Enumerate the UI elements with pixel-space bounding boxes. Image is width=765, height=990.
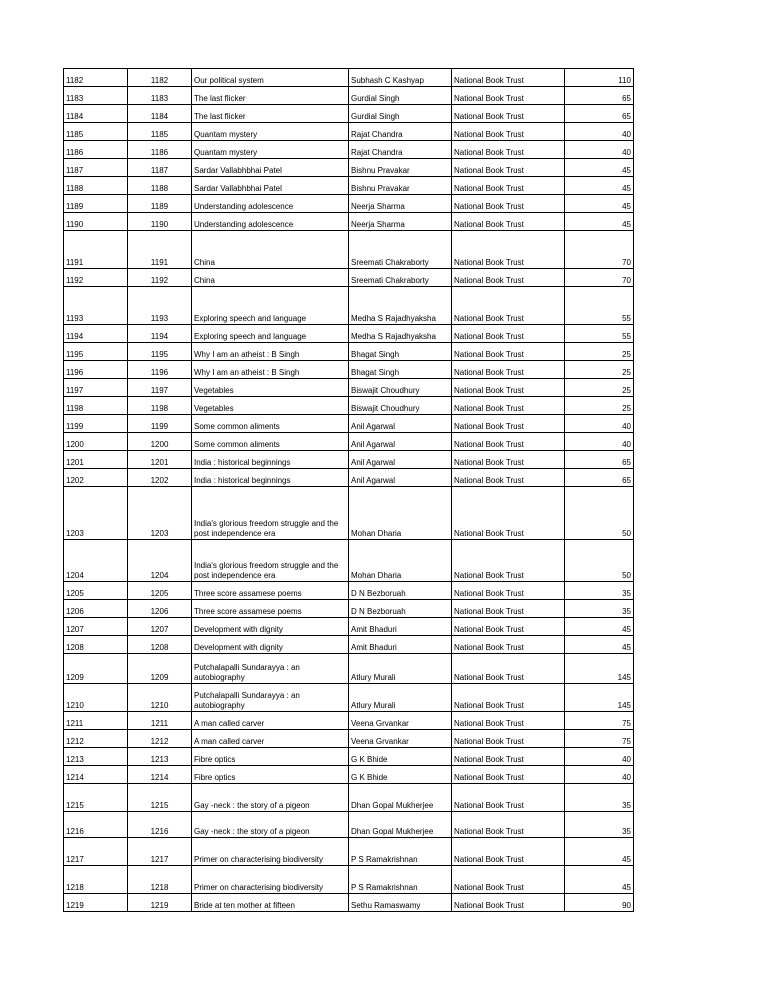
publisher-cell: National Book Trust [452,213,565,231]
author-cell: Sethu Ramaswamy [349,894,452,912]
publisher-cell: National Book Trust [452,361,565,379]
author-cell: Atlury Murali [349,684,452,712]
publisher-cell: National Book Trust [452,87,565,105]
price-cell: 90 [565,894,634,912]
price-cell: 40 [565,141,634,159]
author-cell: Gurdial Singh [349,105,452,123]
author-cell: Dhan Gopal Mukherjee [349,812,452,838]
table-row [64,469,634,487]
price-cell: 35 [565,600,634,618]
accession-number-cell: 1202 [128,469,192,487]
table-row [64,618,634,636]
price-cell: 25 [565,397,634,415]
serial-number-cell: 1202 [64,469,128,487]
table-row [64,812,634,838]
author-cell: Anil Agarwal [349,451,452,469]
serial-number-cell: 1214 [64,766,128,784]
title-cell: Why I am an atheist : B Singh [192,343,349,361]
table-row [64,433,634,451]
publisher-cell: National Book Trust [452,415,565,433]
accession-number-cell: 1200 [128,433,192,451]
accession-number-cell: 1218 [128,866,192,894]
serial-number-cell: 1191 [64,231,128,269]
price-cell: 45 [565,636,634,654]
title-cell: Development with dignity [192,618,349,636]
accession-number-cell: 1194 [128,325,192,343]
publisher-cell: National Book Trust [452,451,565,469]
table-row [64,159,634,177]
accession-number-cell: 1214 [128,766,192,784]
serial-number-cell: 1211 [64,712,128,730]
title-cell: The last flicker [192,87,349,105]
author-cell: Rajat Chandra [349,141,452,159]
author-cell: Neerja Sharma [349,213,452,231]
price-cell: 40 [565,433,634,451]
serial-number-cell: 1183 [64,87,128,105]
price-cell: 40 [565,123,634,141]
serial-number-cell: 1208 [64,636,128,654]
price-cell: 75 [565,730,634,748]
accession-number-cell: 1189 [128,195,192,213]
serial-number-cell: 1204 [64,540,128,582]
publisher-cell: National Book Trust [452,600,565,618]
table-row [64,123,634,141]
title-cell: China [192,231,349,269]
title-cell: Vegetables [192,379,349,397]
accession-number-cell: 1204 [128,540,192,582]
author-cell: P S Ramakrishnan [349,866,452,894]
serial-number-cell: 1188 [64,177,128,195]
author-cell: Gurdial Singh [349,87,452,105]
title-cell: Quantam mystery [192,123,349,141]
title-cell: Sardar Vallabhbhai Patel [192,159,349,177]
serial-number-cell: 1210 [64,684,128,712]
author-cell: Rajat Chandra [349,123,452,141]
publisher-cell: National Book Trust [452,469,565,487]
accession-number-cell: 1183 [128,87,192,105]
publisher-cell: National Book Trust [452,684,565,712]
title-cell: Some common aliments [192,415,349,433]
table-row [64,177,634,195]
serial-number-cell: 1216 [64,812,128,838]
author-cell: Bishnu Pravakar [349,159,452,177]
author-cell: Anil Agarwal [349,469,452,487]
accession-number-cell: 1211 [128,712,192,730]
author-cell: G K Bhide [349,748,452,766]
accession-number-cell: 1187 [128,159,192,177]
publisher-cell: National Book Trust [452,894,565,912]
table-row [64,325,634,343]
accession-number-cell: 1208 [128,636,192,654]
author-cell: Atlury Murali [349,654,452,684]
serial-number-cell: 1196 [64,361,128,379]
publisher-cell: National Book Trust [452,748,565,766]
price-cell: 40 [565,415,634,433]
publisher-cell: National Book Trust [452,379,565,397]
serial-number-cell: 1184 [64,105,128,123]
serial-number-cell: 1219 [64,894,128,912]
publisher-cell: National Book Trust [452,159,565,177]
author-cell: Mohan Dharia [349,487,452,540]
accession-number-cell: 1217 [128,838,192,866]
title-cell: Why I am an atheist : B Singh [192,361,349,379]
table-row [64,540,634,582]
price-cell: 145 [565,684,634,712]
serial-number-cell: 1198 [64,397,128,415]
serial-number-cell: 1205 [64,582,128,600]
price-cell: 25 [565,361,634,379]
author-cell: Neerja Sharma [349,195,452,213]
title-cell: Sardar Vallabhbhai Patel [192,177,349,195]
price-cell: 75 [565,712,634,730]
price-cell: 145 [565,654,634,684]
title-cell: Fibre optics [192,766,349,784]
author-cell: Medha S Rajadhyaksha [349,325,452,343]
author-cell: Medha S Rajadhyaksha [349,287,452,325]
publisher-cell: National Book Trust [452,269,565,287]
accession-number-cell: 1207 [128,618,192,636]
serial-number-cell: 1195 [64,343,128,361]
title-cell: Our political system [192,69,349,87]
price-cell: 55 [565,325,634,343]
accession-number-cell: 1190 [128,213,192,231]
table-row [64,487,634,540]
price-cell: 45 [565,213,634,231]
table-row [64,287,634,325]
accession-number-cell: 1203 [128,487,192,540]
accession-number-cell: 1182 [128,69,192,87]
title-cell: Understanding adolescence [192,195,349,213]
price-cell: 45 [565,866,634,894]
publisher-cell: National Book Trust [452,287,565,325]
publisher-cell: National Book Trust [452,582,565,600]
accession-number-cell: 1184 [128,105,192,123]
accession-number-cell: 1191 [128,231,192,269]
publisher-cell: National Book Trust [452,618,565,636]
serial-number-cell: 1215 [64,784,128,812]
title-cell: Fibre optics [192,748,349,766]
table-row [64,195,634,213]
table-row [64,451,634,469]
publisher-cell: National Book Trust [452,730,565,748]
title-cell: India : historical beginnings [192,451,349,469]
price-cell: 45 [565,195,634,213]
book-register-table [63,68,634,912]
title-cell: The last flicker [192,105,349,123]
table-row [64,784,634,812]
publisher-cell: National Book Trust [452,69,565,87]
publisher-cell: National Book Trust [452,343,565,361]
accession-number-cell: 1192 [128,269,192,287]
publisher-cell: National Book Trust [452,540,565,582]
accession-number-cell: 1197 [128,379,192,397]
title-cell: Primer on characterising biodiversity [192,838,349,866]
accession-number-cell: 1193 [128,287,192,325]
serial-number-cell: 1185 [64,123,128,141]
publisher-cell: National Book Trust [452,397,565,415]
author-cell: Amit Bhaduri [349,618,452,636]
title-cell: Exploring speech and language [192,287,349,325]
title-cell: Three score assamese poems [192,600,349,618]
author-cell: Sreemati Chakraborty [349,269,452,287]
title-cell: Vegetables [192,397,349,415]
price-cell: 65 [565,105,634,123]
serial-number-cell: 1182 [64,69,128,87]
serial-number-cell: 1194 [64,325,128,343]
publisher-cell: National Book Trust [452,838,565,866]
author-cell: Biswajit Choudhury [349,397,452,415]
serial-number-cell: 1190 [64,213,128,231]
accession-number-cell: 1210 [128,684,192,712]
author-cell: Sreemati Chakraborty [349,231,452,269]
author-cell: Bhagat Singh [349,361,452,379]
price-cell: 35 [565,812,634,838]
author-cell: Bishnu Pravakar [349,177,452,195]
author-cell: Dhan Gopal Mukherjee [349,784,452,812]
publisher-cell: National Book Trust [452,231,565,269]
title-cell: Gay -neck : the story of a pigeon [192,784,349,812]
price-cell: 45 [565,159,634,177]
accession-number-cell: 1216 [128,812,192,838]
publisher-cell: National Book Trust [452,105,565,123]
serial-number-cell: 1197 [64,379,128,397]
table-row [64,87,634,105]
table-row [64,866,634,894]
publisher-cell: National Book Trust [452,784,565,812]
accession-number-cell: 1219 [128,894,192,912]
title-cell: India's glorious freedom struggle and the post independence era [192,487,349,540]
accession-number-cell: 1209 [128,654,192,684]
publisher-cell: National Book Trust [452,195,565,213]
price-cell: 35 [565,784,634,812]
price-cell: 55 [565,287,634,325]
table-row [64,269,634,287]
title-cell: Quantam mystery [192,141,349,159]
price-cell: 25 [565,379,634,397]
price-cell: 40 [565,748,634,766]
price-cell: 70 [565,231,634,269]
title-cell: Gay -neck : the story of a pigeon [192,812,349,838]
table-row [64,766,634,784]
serial-number-cell: 1207 [64,618,128,636]
accession-number-cell: 1213 [128,748,192,766]
serial-number-cell: 1206 [64,600,128,618]
title-cell: Primer on characterising biodiversity [192,866,349,894]
publisher-cell: National Book Trust [452,177,565,195]
author-cell: Veena Grvankar [349,730,452,748]
title-cell: Putchalapalli Sundarayya : an autobiography [192,684,349,712]
publisher-cell: National Book Trust [452,712,565,730]
publisher-cell: National Book Trust [452,141,565,159]
serial-number-cell: 1218 [64,866,128,894]
accession-number-cell: 1195 [128,343,192,361]
price-cell: 65 [565,451,634,469]
price-cell: 50 [565,540,634,582]
title-cell: India : historical beginnings [192,469,349,487]
title-cell: Understanding adolescence [192,213,349,231]
price-cell: 40 [565,766,634,784]
title-cell: A man called carver [192,712,349,730]
publisher-cell: National Book Trust [452,325,565,343]
serial-number-cell: 1217 [64,838,128,866]
title-cell: A man called carver [192,730,349,748]
publisher-cell: National Book Trust [452,636,565,654]
publisher-cell: National Book Trust [452,123,565,141]
author-cell: Bhagat Singh [349,343,452,361]
table-row [64,361,634,379]
title-cell: Some common aliments [192,433,349,451]
accession-number-cell: 1186 [128,141,192,159]
author-cell: Biswajit Choudhury [349,379,452,397]
table-row [64,712,634,730]
price-cell: 110 [565,69,634,87]
table-row [64,231,634,269]
price-cell: 25 [565,343,634,361]
accession-number-cell: 1212 [128,730,192,748]
publisher-cell: National Book Trust [452,654,565,684]
table-row [64,141,634,159]
table-row [64,684,634,712]
accession-number-cell: 1215 [128,784,192,812]
price-cell: 65 [565,87,634,105]
author-cell: Anil Agarwal [349,433,452,451]
title-cell: Three score assamese poems [192,582,349,600]
price-cell: 70 [565,269,634,287]
table-row [64,69,634,87]
serial-number-cell: 1209 [64,654,128,684]
table-row [64,343,634,361]
table-row [64,213,634,231]
table-row [64,636,634,654]
table-body [64,69,634,912]
serial-number-cell: 1186 [64,141,128,159]
accession-number-cell: 1206 [128,600,192,618]
price-cell: 45 [565,838,634,866]
title-cell: China [192,269,349,287]
author-cell: Anil Agarwal [349,415,452,433]
serial-number-cell: 1200 [64,433,128,451]
title-cell: Exploring speech and language [192,325,349,343]
accession-number-cell: 1198 [128,397,192,415]
author-cell: D N Bezboruah [349,600,452,618]
accession-number-cell: 1199 [128,415,192,433]
serial-number-cell: 1203 [64,487,128,540]
accession-number-cell: 1201 [128,451,192,469]
serial-number-cell: 1187 [64,159,128,177]
serial-number-cell: 1212 [64,730,128,748]
publisher-cell: National Book Trust [452,812,565,838]
table-row [64,894,634,912]
table-row [64,748,634,766]
price-cell: 45 [565,618,634,636]
title-cell: Bride at ten mother at fifteen [192,894,349,912]
serial-number-cell: 1199 [64,415,128,433]
publisher-cell: National Book Trust [452,766,565,784]
price-cell: 65 [565,469,634,487]
title-cell: Development with dignity [192,636,349,654]
accession-number-cell: 1196 [128,361,192,379]
author-cell: Amit Bhaduri [349,636,452,654]
author-cell: Mohan Dharia [349,540,452,582]
serial-number-cell: 1213 [64,748,128,766]
title-cell: India's glorious freedom struggle and the post independence era [192,540,349,582]
author-cell: G K Bhide [349,766,452,784]
publisher-cell: National Book Trust [452,433,565,451]
price-cell: 50 [565,487,634,540]
accession-number-cell: 1185 [128,123,192,141]
table-row [64,397,634,415]
serial-number-cell: 1189 [64,195,128,213]
serial-number-cell: 1201 [64,451,128,469]
accession-number-cell: 1188 [128,177,192,195]
table-row [64,730,634,748]
serial-number-cell: 1192 [64,269,128,287]
accession-number-cell: 1205 [128,582,192,600]
author-cell: D N Bezboruah [349,582,452,600]
table-row [64,379,634,397]
author-cell: P S Ramakrishnan [349,838,452,866]
author-cell: Subhash C Kashyap [349,69,452,87]
table-row [64,600,634,618]
table-row [64,838,634,866]
publisher-cell: National Book Trust [452,487,565,540]
author-cell: Veena Grvankar [349,712,452,730]
title-cell: Putchalapalli Sundarayya : an autobiography [192,654,349,684]
serial-number-cell: 1193 [64,287,128,325]
table-row [64,654,634,684]
table-row [64,415,634,433]
price-cell: 45 [565,177,634,195]
table-row [64,105,634,123]
publisher-cell: National Book Trust [452,866,565,894]
table-row [64,582,634,600]
price-cell: 35 [565,582,634,600]
